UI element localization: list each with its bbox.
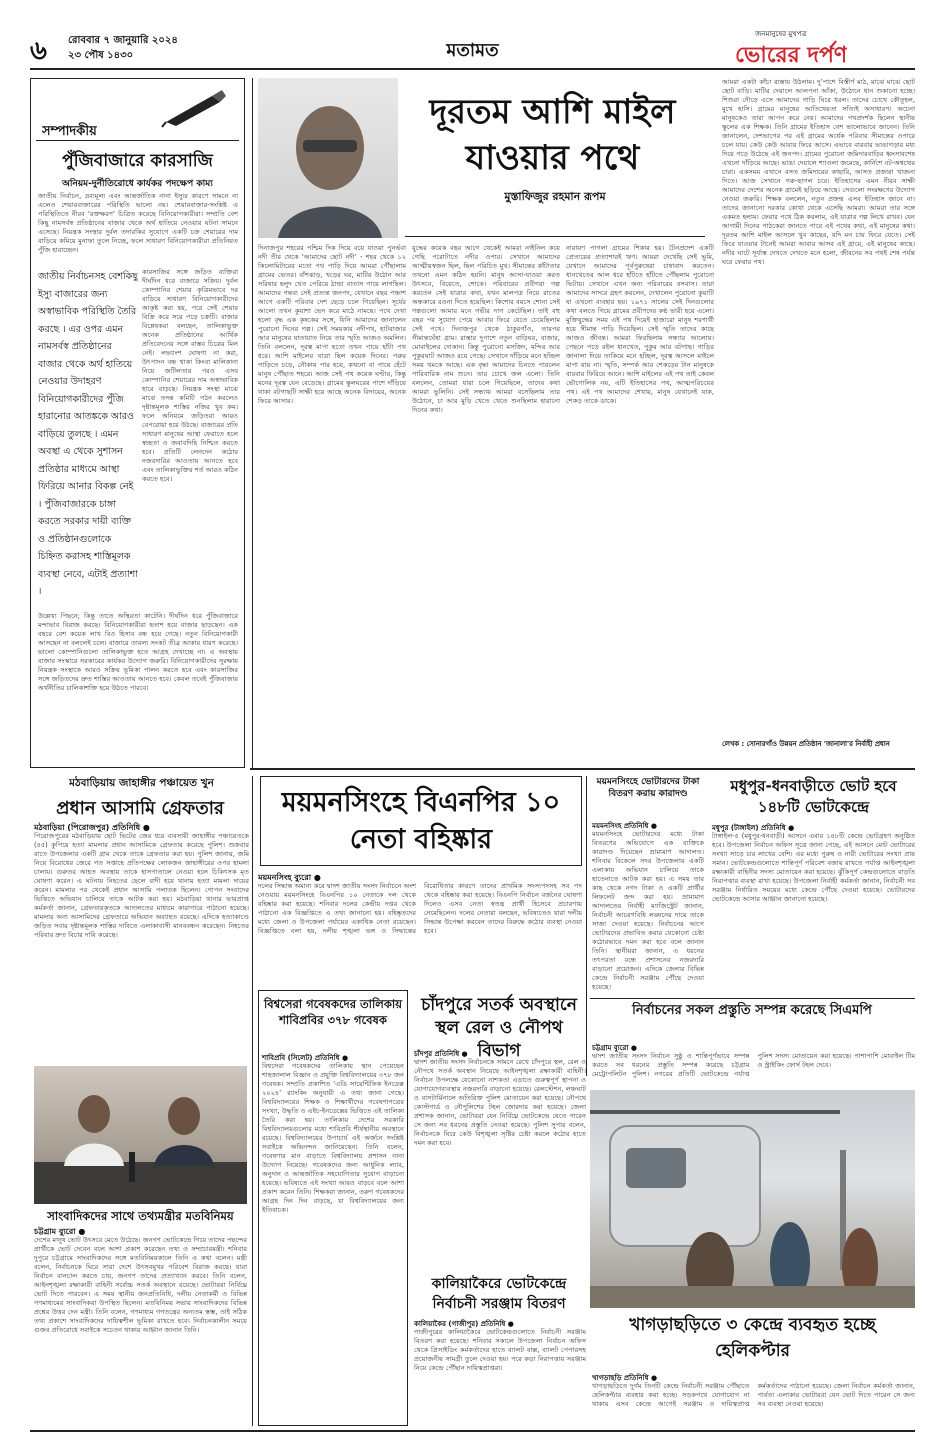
author-photo bbox=[258, 78, 398, 238]
opinion-col-2: যুদ্ধের কয়েক বছর আগে থেকেই আমরা নাইনিল কয়ে গেছি পরোটাতে নদীর ওপার। সেখানে আমাদের আত্মীয়স্বজন ছিল, ছিল পরিচিত মুখ। সীমান্তের কাঁটাতার তখনো এমন কঠিন হয়নি। মানুষ আসা-যাওয়া করত উৎসবে, বিয়েতে, শোকে। পরিবারের প্রবীণরা গল্প করতেন সেই যাত্রার কথা, যখন মালপত্র নিয়ে রাতের অন্ধকারে রওনা দিতে হয়েছিল। কিশোর বয়সে শোনা সেই গল্পগুলো আমার মনে গভীর দাগ কেটেছিল। তাই বহু বছর পর সুযোগ পেয়ে আবার ফিরে যেতে চেয়েছিলাম সেই পথে। দিনাজপুর থেকে ঠাকুরগাঁও, তারপর সীমান্তঘেঁষা গ্রাম। রাস্তার দুপাশে নতুন বাড়িঘর, বাজার, মোবাইলের দোকান। কিন্তু পুরোনো মসজিদ, মন্দির আর পুকুরঘাট আজও রয়ে গেছে। সেখানে দাঁড়িয়ে মনে হচ্ছিল সময় থমকে আছে। এক বৃদ্ধা আমাদের চিনতে পারলেন পারিবারিক নাম শুনে। তার চোখে জল এলো। তিনি বললেন, তোমরা যারা চলে গিয়েছিলে, তাদের কথা আমরা ভুলিনি। সেই সন্ধ্যায় আমরা বসেছিলাম তার উঠোনে, চা আর মুড়ি খেতে খেতে শুনছিলাম হারানো দিনের কথা। bbox=[412, 244, 560, 414]
chandpur-text: দ্বাদশ জাতীয় সংসদ নির্বাচনকে সামনে রেখে চাঁদপুরে স্থল, রেল ও নৌপথে সতর্ক অবস্থান নিয়েছে আইনশৃঙ্খলা রক্ষাকারী বাহিনী। নির্বাচন উপলক্ষে যেকোনো নাশকতা এড়াতে গুরুত্বপূর্ণ স্থাপনা ও যোগাযোগব্যবস্থায় নজরদারি বাড়ানো হয়েছে। রেলস্টেশন, লঞ্চঘাট ও বাসটার্মিনালে অতিরিক্ত পুলিশ মোতায়েন করা হয়েছে। নৌপথে কোস্টগার্ড ও নৌপুলিশের টহল জোরদার করা হয়েছে। জেলা প্রশাসক জানান, ভোটাররা যেন নির্বিঘ্নে ভোটকেন্দ্রে যেতে পারেন সে জন্য সব ধরনের প্রস্তুতি নেওয়া হয়েছে। পুলিশ সুপার বলেন, নির্বাচনকে ঘিরে কেউ বিশৃঙ্খলা সৃষ্টির চেষ্টা করলে কঠোর হাতে দমন করা হবে। bbox=[414, 1058, 586, 1147]
researchers-dateline: শাবিপ্রবি (সিলেট) প্রতিনিধি ● bbox=[262, 1054, 349, 1062]
bnp-title: ময়মনসিংহে বিএনপির ১০ নেতা বহিষ্কার bbox=[281, 787, 561, 855]
khagrachari-title: খাগড়াছড়িতে ৩ কেন্দ্রে ব্যবহৃত হচ্ছে হেলিকপ্টার bbox=[629, 1315, 876, 1361]
center-rule bbox=[586, 776, 587, 1076]
editorial-label: সম্পাদকীয় bbox=[42, 124, 97, 139]
opinion-col-1: দিনাজপুর শহরের পশ্চিম দিক দিয়ে বয়ে যাওয়া পুনর্ভবা নদী তীর থেকে ‘আমাদের ছোট নদী’ - শহর থেকে ১২ কিলোমিটারের মতো পথ পাড়ি দিয়ে আমরা পৌঁছালাম গ্রামের ভেতর। বাঁশঝাড়, খড়ের ঘর, মাটির উঠোন আর সরিষার হলুদ খেত পেরিয়ে ঠান্ডা বাতাস গায়ে লাগছিল। আমাদের গন্তব্য সেই প্রত্যন্ত জনপদ, যেখানে বছর পঞ্চাশ আগে একটি পরিবার দেশ ছেড়ে চলে গিয়েছিল। সূর্যের আলো তখন কুয়াশা ভেদ করে মাঠে নামছে। পথে দেখা হলো বৃদ্ধ এক কৃষকের সঙ্গে, যিনি আমাদের জানালেন পুরোনো দিনের গল্প। সেই সময়কার নদীপথ, হাটবাজার আর মানুষের যাতায়াত নিয়ে তার স্মৃতি আজও অমলিন। তিনি বললেন, দূরত্ব মাপা হতো তখন পায়ে হাঁটা পথ ধরে। আশি মাইলের যাত্রা ছিল কয়েক দিনের। গরুর গাড়িতে চড়ে, নৌকায় পার হয়ে, কখনো বা পায়ে হেঁটে মানুষ পৌঁছাত শহরে। আজ সেই পথ কয়েক ঘণ্টার, কিন্তু মনের দূরত্ব যেন বেড়েছে। গ্রামের স্কুলঘরের পাশে দাঁড়িয়ে থাকা বটগাছটি সাক্ষী হয়ে আছে অনেক বিদায়ের, অনেক ফিরে আসার। bbox=[258, 244, 406, 405]
mymensingh-arrest-title: ময়মনসিংহে ভোটারদের টাকা বিতরণ করায় কারাদণ্ড bbox=[596, 777, 700, 799]
opinion-title-line-1: দূরতম আশি মাইল bbox=[429, 92, 676, 132]
matbaria-dateline: মঠবাড়িয়া (পিরোজপুর) প্রতিনিধি ● bbox=[34, 823, 150, 832]
newspaper-logo: ভোরের দর্পণ bbox=[735, 43, 848, 68]
masthead-rule bbox=[30, 68, 915, 70]
kaliakoir-dateline: কালিয়াকৈর (গাজীপুর) প্রতিনিধি ● bbox=[414, 1320, 514, 1328]
logo-tagline: জনমানুষের মুখপত্র bbox=[755, 30, 807, 38]
cmp-title: নির্বাচনের সকল প্রস্তুতি সম্পন্ন করেছে সিএমপি bbox=[632, 1003, 872, 1018]
cmp-text: দ্বাদশ জাতীয় সংসদ নির্বাচন সুষ্ঠু ও শান্তিপূর্ণভাবে সম্পন্ন করতে সব ধরনের প্রস্তুতি সম্পন্ন করেছে চট্টগ্রাম মেট্রোপলিটন পুলিশ। নগরের প্রতিটি ভোটকেন্দ্রে পর্যাপ্ত পুলিশ সদস্য মোতায়েন করা হয়েছে। পাশাপাশি মোবাইল টিম ও স্ট্রাইকিং ফোর্স টহল দেবে। bbox=[592, 1052, 915, 1078]
editorial-text-side: কারসাজির সঙ্গে জড়িত ব্যক্তিরা দীর্ঘদিন ধরে বাজারে সক্রিয়। দুর্বল কোম্পানির শেয়ার কৃত্রিমভাবে দর বাড়িয়ে সাধারণ বিনিয়োগকারীদের আকৃষ্ট করা হয়, পরে সেই শেয়ার বিক্রি করে সরে পড়ে চক্রটি। বাজার বিশ্লেষকরা বলছেন, তালিকাভুক্ত অনেক প্রতিষ্ঠানের আর্থিক প্রতিবেদনের সঙ্গে বাস্তব চিত্রের মিল নেই। লভ্যাংশ ঘোষণা না করা, উৎপাদন বন্ধ থাকা কিংবা মালিকানা নিয়ে জটিলতার পরও এসব কোম্পানির শেয়ারের দাম অস্বাভাবিক হারে বাড়ছে। নিয়ন্ত্রক সংস্থা মাঝে মাঝে তদন্ত কমিটি গঠন করলেও দৃষ্টান্তমূলক শাস্তির নজির খুব কম। ফলে অনিয়মে জড়িতরা আরও বেপরোয়া হয়ে উঠছে। বাজারের প্রতি সাধারণ মানুষের আস্থা ফেরাতে হলে স্বচ্ছতা ও জবাবদিহি নিশ্চিত করতে হবে। প্রতিটি লেনদেন কঠোর নজরদারির আওতায় আনতে হবে এবং তালিকাভুক্তির শর্ত আরও কঠিন করতে হবে। bbox=[142, 268, 238, 483]
pen-icon bbox=[160, 88, 230, 128]
matbaria-title: প্রধান আসামি গ্রেফতার bbox=[56, 798, 224, 819]
opinion-bottom-rule bbox=[250, 768, 915, 770]
page-number: ৬ bbox=[30, 36, 47, 66]
editorial-subtitle: অনিয়ম-দুর্নীতিরোধে কার্যকর পদক্ষেপ কাম্য bbox=[62, 179, 213, 189]
madhupur-title: মধুপুর-ধনবাড়ীতে ভোট হবে ১৪৮টি ভোটকেন্দ্রে bbox=[730, 777, 897, 816]
mymensingh-arrest-dateline: ময়মনসিংহ প্রতিনিধি ● bbox=[592, 822, 657, 830]
researchers-title: বিশ্বসেরা গবেষকদের তালিকায় শাবিপ্রবির ৩৭৮ গবেষক bbox=[263, 997, 403, 1027]
footer-rule bbox=[30, 1430, 915, 1432]
madhupur-dateline: মধুপুর (টাঙ্গাইল) প্রতিনিধি ● bbox=[712, 824, 795, 832]
opinion-signoff: লেখক : সোনারগাঁও উন্নয়ন প্রতিষ্ঠান 'জানালা'র নির্বাহী প্রধান bbox=[722, 740, 890, 748]
minister-photo bbox=[34, 1066, 247, 1204]
opinion-author: মুস্তাফিজুর রহমান রূপম bbox=[504, 190, 606, 203]
minister-dateline: চট্টগ্রাম ব্যুরো ● bbox=[34, 1227, 86, 1236]
opinion-byline-rule bbox=[405, 236, 705, 237]
khagrachari-dateline: খাগড়াছড়ি প্রতিনিধি ● bbox=[592, 1374, 658, 1382]
cmp-dateline: চট্টগ্রাম ব্যুরো ● bbox=[592, 1044, 637, 1052]
editorial-label-rule bbox=[36, 140, 239, 141]
section-label: মতামত bbox=[446, 40, 499, 61]
opinion-left-rule bbox=[252, 78, 253, 768]
bnp-dateline: ময়মনসিংহ ব্যুরো ● bbox=[258, 873, 321, 882]
editorial-text-top: জাতীয় নির্বাচন, দ্রব্যমূল্য এবং আন্তর্জাতিক নানা ইস্যুর কারণে সামনে না এলেও শেয়ারবাজারের পরিস্থিতি ভালো নয়। শেয়ারবাজার-সংশ্লিষ্ট এ পরিস্থিতিতে নীরব ‘রক্তক্ষরণ’ চিত্রিত করেছে বিনিয়োগকারীরা। সম্প্রতি বেশ কিছু নামসর্বস্ব প্রতিষ্ঠানের বাজার থেকে অর্থ হাতিয়ে নেওয়ার ঘটনা সামনে এসেছে। নিয়ন্ত্রক সংস্থার দুর্বল তদারকির সুযোগে একটি চক্র শেয়ারের দাম বাড়িয়ে কমিয়ে মুনাফা তুলে নিচ্ছে, ফলে সাধারণ বিনিয়োগকারীরা প্রতিনিয়ত পুঁজি হারাচ্ছেন। bbox=[38, 192, 238, 254]
editorial-title: পুঁজিবাজারে কারসাজি bbox=[62, 151, 213, 171]
opinion-title-line-2: যাওয়ার পথে bbox=[465, 138, 640, 178]
kaliakoir-text: গাজীপুরের কালিয়াকৈরে ভোটকেন্দ্রগুলোতে নির্বাচনী সরঞ্জাম বিতরণ করা হয়েছে। শনিবার সকালে উপজেলা নির্বাচন অফিস থেকে প্রিসাইডিং কর্মকর্তাদের হাতে ব্যালট বাক্স, ব্যালট পেপারসহ প্রয়োজনীয় সামগ্রী তুলে দেওয়া হয়। পরে কড়া নিরাপত্তায় সরঞ্জাম নিয়ে কেন্দ্রে পৌঁছান দায়িত্বপ্রাপ্তরা। bbox=[414, 1328, 586, 1372]
minister-text: দেশের মানুষ ভোট উৎসবে মেতে উঠেছে। জনগণ ভোটকেন্দ্রে গিয়ে তাদের পছন্দের প্রার্থীকে ভোট দেবেন বলে আশা প্রকাশ করেছেন তথ্য ও সম্প্রচারমন্ত্রী। শনিবার দুপুরে চট্টগ্রামে সাংবাদিকদের সঙ্গে মতবিনিময়কালে তিনি এ কথা বলেন। মন্ত্রী বলেন, নির্বাচনকে ঘিরে সারা দেশে উৎসবমুখর পরিবেশ বিরাজ করছে। যারা নির্বাচন বানচাল করতে চায়, জনগণ তাদের প্রত্যাখ্যান করবে। তিনি বলেন, আইনশৃঙ্খলা রক্ষাকারী বাহিনী সর্বোচ্চ সতর্ক অবস্থানে রয়েছে। ভোটাররা নির্বিঘ্নে ভোট দিতে পারবেন। এ সময় স্থানীয় জনপ্রতিনিধি, দলীয় নেতাকর্মী ও বিভিন্ন গণমাধ্যমের সাংবাদিকরা উপস্থিত ছিলেন। মতবিনিময় সভায় সাংবাদিকদের বিভিন্ন প্রশ্নের উত্তর দেন মন্ত্রী। তিনি বলেন, গণমাধ্যম গণতন্ত্রের অন্যতম স্তম্ভ, তাই সঠিক তথ্য প্রকাশে সাংবাদিকদের দায়িত্বশীল ভূমিকা রাখতে হবে। নির্বাচনকালীন সময়ে গুজব প্রতিরোধে সবাইকে সচেতন থাকার আহ্বান জানান তিনি। bbox=[34, 1236, 247, 1334]
masthead bbox=[0, 0, 945, 70]
chandpur-title: চাঁদপুরে সতর্ক অবস্থানে স্থল রেল ও নৌপথ বিভাগ bbox=[421, 995, 577, 1061]
date-line-1: রোববার ৭ জানুয়ারি ২০২৪ bbox=[68, 35, 178, 46]
date-line-2: ২৩ পৌষ ১৪৩০ bbox=[68, 50, 134, 61]
helicopter-photo bbox=[590, 1090, 915, 1308]
madhupur-text: টাঙ্গাইল-৫ (মধুপুর-ধনবাড়ী) আসনে এবার ১৪৮টি কেন্দ্রে ভোটগ্রহণ অনুষ্ঠিত হবে। উপজেলা নির্বাচন অফিস সূত্রে জানা গেছে, এই আসনে মোট ভোটারের সংখ্যা সাড়ে চার লাখের বেশি। এর মধ্যে পুরুষ ও নারী ভোটারের সংখ্যা প্রায় সমান। ভোটকেন্দ্রগুলোতে শান্তিপূর্ণ পরিবেশ বজায় রাখতে পর্যাপ্ত আইনশৃঙ্খলা রক্ষাকারী বাহিনীর সদস্য মোতায়েন করা হয়েছে। ঝুঁকিপূর্ণ কেন্দ্রগুলোতে বাড়তি নিরাপত্তার ব্যবস্থা রাখা হয়েছে। উপজেলা নির্বাহী কর্মকর্তা জানান, নির্বাচনী সব সরঞ্জাম নির্ধারিত সময়ের মধ্যে কেন্দ্রে পৌঁছে দেওয়া হয়েছে। ভোটারদের ভোটকেন্দ্রে আসার আহ্বান জানানো হয়েছে। bbox=[712, 832, 915, 903]
researchers-text: বিশ্বসেরা গবেষকদের তালিকায় স্থান পেয়েছেন শাহজালাল বিজ্ঞান ও প্রযুক্তি বিশ্ববিদ্যালয়ের ৩৭৮ জন গবেষক। সম্প্রতি প্রকাশিত ‘এডি সায়েন্টিফিক ইনডেক্স ২০২৪’ র‍্যাংকিং অনুযায়ী এ তথ্য জানা গেছে। বিশ্ববিদ্যালয়ের শিক্ষক ও শিক্ষার্থীদের গবেষণাপত্রের সংখ্যা, উদ্ধৃতি ও এইচ-ইনডেক্সের ভিত্তিতে এই তালিকা তৈরি করা হয়। তালিকায় দেশের সরকারি বিশ্ববিদ্যালয়গুলোর মধ্যে শাবিপ্রবি শীর্ষস্থানীয় অবস্থানে রয়েছে। বিশ্ববিদ্যালয়ের উপাচার্য এই অর্জনে সংশ্লিষ্ট সবাইকে অভিনন্দন জানিয়েছেন। তিনি বলেন, গবেষণার মান বাড়াতে বিশ্ববিদ্যালয় প্রশাসন নানা উদ্যোগ নিয়েছে। গবেষকদের জন্য আধুনিক ল্যাব, অনুদান ও আন্তর্জাতিক সহযোগিতার সুযোগ বাড়ানো হয়েছে। ভবিষ্যতে এই সংখ্যা আরও বাড়বে বলে আশা প্রকাশ করেন তিনি। শিক্ষকরা জানান, তরুণ গবেষকদের আগ্রহ দিন দিন বাড়ছে, যা বিশ্ববিদ্যালয়ের জন্য ইতিবাচক। bbox=[262, 1062, 404, 1214]
opinion-col-4: আমরা একটা কাঁচা রাস্তায় উঠলাম। দু’পাশে বিস্তীর্ণ মাঠ, মাঝে মাঝে ছোট ছোট বাড়ি। মাটির দেয়ালে আলপনা আঁকা, উঠোনে ধান শুকানো হচ্ছে। শিশুরা দৌড়ে এসে আমাদের গাড়ি ঘিরে ধরল। তাদের চোখে কৌতূহল, মুখে হাসি। গ্রামের মানুষের আতিথেয়তা সত্যিই অসাধারণ। অচেনা মানুষকেও তারা আপন করে নেয়। আমাদের পথপ্রদর্শক ছিলেন স্থানীয় স্কুলের এক শিক্ষক। তিনি গ্রামের ইতিহাস বেশ ভালোভাবে জানেন। তিনি জানালেন, দেশভাগের পর এই গ্রামের অর্ধেক পরিবার সীমান্তের ওপারে চলে যায়। কেউ কেউ আবার ফিরে আসে। এভাবে বারবার ভাঙাগড়ার মধ্য দিয়ে গড়ে উঠেছে এই জনপদ। গ্রামের পুরোনো জমিদারবাড়ির ধ্বংসাবশেষ এখনো দাঁড়িয়ে আছে। ভাঙা দেয়ালে শ্যাওলা জমেছে, কার্নিশে বট-অশ্বত্থের চারা। একসময় এখানে বসত জমিদারের কাছারি, আসত প্রজারা খাজনা দিতে। আজ সেখানে গরু-ছাগল চরে। ইতিহাসের এমন নীরব সাক্ষী আমাদের দেশের অনেক গ্রামেই ছড়িয়ে আছে। সেগুলো সংরক্ষণের উদ্যোগ নেওয়া জরুরি। শিক্ষক বললেন, নতুন প্রজন্ম এসব ইতিহাস জানে না। তাদের জানানো দরকার কোথা থেকে এসেছি আমরা। আমরা তার সঙ্গে একমত হলাম। ফেরার পথে ঠিক করলাম, এই যাত্রার গল্প লিখে রাখব। যেন আগামী দিনের পাঠকেরা জানতে পারে এই পথের কথা, এই মানুষের কথা। দূরতম আশি মাইল আসলে খুব কাছের, যদি মন চায় ফিরে যেতে। সেই ফিরে যাওয়ার টানেই আমরা আবার আসব এই গ্রামে, এই মানুষের কাছে। নদীর ঘাটে সূর্যাস্ত দেখতে দেখতে মনে হলো, জীবনের সব পথই শেষ পর্যন্ত ঘরে ফেরার পথ। bbox=[722, 78, 915, 266]
opinion-col-3: নারায়ণ পাগলা গ্রামের শিকার হয়। টৈনপ্রদেশ একটি প্রেত্যয়ের প্রত্যাশারই ঋণ। আমরা দেখেছি সেই ভূমি, যেখানে আমাদের পূর্বপুরুষেরা চাষাবাদ করতেন। ধানখেতের আল ধরে হাঁটতে হাঁটতে পৌঁছলাম পুরোনো ভিটায়। সেখানে এখন অন্য পরিবারের বসবাস। তারা আমাদের সাদরে গ্রহণ করলেন, দেখালেন পুরোনো কুয়াটি যা এখনো ব্যবহার হয়। ১৯৭১ সালের সেই দিনগুলোর কথা বলতে গিয়ে গ্রামের প্রবীণদের কণ্ঠ ভারী হয়ে এলো। মুক্তিযুদ্ধের সময় এই পথ দিয়েই হাজারো মানুষ শরণার্থী হয়ে সীমান্ত পাড়ি দিয়েছিল। সেই স্মৃতি তাদের কাছে আজও জীবন্ত। আমরা ফিরছিলাম সন্ধ্যার আলোয়। পেছনে পড়ে রইল ধানখেত, পুকুর আর বটগাছ। গাড়ির জানালা দিয়ে তাকিয়ে মনে হচ্ছিল, দূরত্ব আসলে মাইলে মাপা যায় না। স্মৃতি, সম্পর্ক আর শেকড়ের টান মানুষকে বারবার ফিরিয়ে আনে। আশি মাইলের এই পথ তাই কেবল ভৌগোলিক নয়, এটি ইতিহাসের পথ, আত্মপরিচয়ের পথ। এই পথ আমাদের শেখায়, মানুষ যেখানেই যাক, শেকড় তাকে ডাকে। bbox=[566, 244, 714, 405]
chandpur-dateline: চাঁদপুর প্রতিনিধি ● bbox=[414, 1050, 468, 1058]
kaliakoir-title: কালিয়াকৈরে ভোটকেন্দ্রে নির্বাচনী সরঞ্জাম বিতরণ bbox=[431, 1276, 567, 1312]
left-column-rule bbox=[252, 776, 253, 1426]
matbaria-kicker: মঠবাড়িয়ায় জাহাঙ্গীর পঞ্চায়েত খুন bbox=[69, 777, 214, 789]
cmp-top-rule bbox=[590, 998, 915, 999]
minister-photo-caption: সাংবাদিকদের সাথে তথ্যমন্ত্রীর মতবিনিময় bbox=[47, 1209, 234, 1223]
bnp-text: দলের সিদ্ধান্ত অমান্য করে দ্বাদশ জাতীয় সংসদ নির্বাচনে অংশ নেওয়ায় ময়মনসিংহে বিএনপির ১০ নেতাকে দল থেকে বহিষ্কার করা হয়েছে। শনিবার দলের কেন্দ্রীয় দপ্তর থেকে পাঠানো এক বিজ্ঞপ্তিতে এ তথ্য জানানো হয়। বহিষ্কৃতদের মধ্যে জেলা ও উপজেলা পর্যায়ের একাধিক নেতা রয়েছেন। বিজ্ঞপ্তিতে বলা হয়, দলীয় শৃঙ্খলা ভঙ্গ ও সিদ্ধান্তের বিরোধিতার কারণে তাদের প্রাথমিক সদস্যপদসহ সব পদ থেকে বহিষ্কার করা হয়েছে। বিএনপি নির্বাচন বর্জনের ঘোষণা দিলেও এসব নেতা স্বতন্ত্র প্রার্থী হিসেবে প্রচারণায় নেমেছিলেন। দলের নেতারা বলছেন, ভবিষ্যতেও যারা দলীয় সিদ্ধান্ত উপেক্ষা করবেন তাদের বিরুদ্ধে কঠোর ব্যবস্থা নেওয়া হবে। bbox=[258, 882, 582, 935]
mymensingh-arrest-text: ময়মনসিংহে ভোটারদের মধ্যে টাকা বিতরণের অভিযোগে এক ব্যক্তিকে কারাদণ্ড দিয়েছেন ভ্রাম্যমাণ আদালত। শনিবার বিকেলে সদর উপজেলার একটি এলাকায় অভিযান চালিয়ে তাকে হাতেনাতে আটক করা হয়। এ সময় তার কাছ থেকে নগদ টাকা ও একটি প্রার্থীর লিফলেট জব্দ করা হয়। ভ্রাম্যমাণ আদালতের নির্বাহী ম্যাজিস্ট্রেট জানান, নির্বাচনী আচরণবিধি লঙ্ঘনের দায়ে তাকে সাজা দেওয়া হয়েছে। নির্বাচনের আগে ভোটারদের প্রভাবিত করার যেকোনো চেষ্টা কঠোরভাবে দমন করা হবে বলে জানান তিনি। স্থানীয়রা জানান, এ ধরনের তৎপরতা বন্ধে প্রশাসনের নজরদারি বাড়ানো প্রয়োজন। এদিকে জেলার বিভিন্ন কেন্দ্রে নির্বাচনী সরঞ্জাম পৌঁছে দেওয়া হয়েছে। bbox=[592, 830, 704, 991]
editorial-pull-quote: জাতীয় নির্বাচনসহ বেশকিছু ইস্যু বাজারের জন্য অস্বাভাবিক পরিস্থিতি তৈরি করছে । এর ওপর এমন নামসর্বস্ব প্রতিষ্ঠানের বাজার থেকে অর্থ হাতিয়ে নেওয়ার উদাহরণ বিনিয়োগকারীদের পুঁজি হারানোর আতঙ্ককে আরও বাড়িয়ে তুলছে । এমন অবস্থা এ থেকে সুশাসন প্রতিষ্ঠার মাধ্যমে আস্থা ফিরিয়ে আনার বিকল্প নেই । পুঁজিবাজারকে চাঙ্গা করতে সরকার দায়ী ব্যক্তি ও প্রতিষ্ঠানগুলোকে চিহ্নিত করাসহ শাস্তিমূলক ব্যবস্থা নেবে, এটাই প্রত্যাশা । bbox=[38, 271, 138, 597]
editorial-text-bottom: উল্লেখ্য পিছনে; কিন্তু তাতে অস্থিরতা কাটেনি। দীর্ঘদিন ধরে পুঁজিবাজারে মন্দাভাব বিরাজ করছে। বিনিয়োগকারীরা হতাশ হয়ে বাজার ছাড়ছেন। এক বছরে বেশ কয়েক লাখ বিও হিসাব বন্ধ হয়ে গেছে। নতুন বিনিয়োগকারী আসছেন না বললেই চলে। বাজারে তারল্য সংকট তীব্র আকার ধারণ করেছে। ভালো কোম্পানিগুলো তালিকাভুক্ত হতে আগ্রহ দেখাচ্ছে না। এ অবস্থায় বাজার সংস্কারে সরকারের কার্যকর উদ্যোগ জরুরি। বিনিয়োগকারীদের সুরক্ষায় নিয়ন্ত্রক সংস্থাকে আরও সক্রিয় ভূমিকা পালন করতে হবে এবং কারসাজির সঙ্গে জড়িতদের দ্রুত শাস্তির আওতায় আনতে হবে। কেবল তবেই পুঁজিবাজার অর্থনীতির চালিকাশক্তি হয়ে উঠতে পারবে। bbox=[38, 612, 238, 692]
khagrachari-text: খাগড়াছড়িতে দুর্গম তিনটি কেন্দ্রে নির্বাচনী সরঞ্জাম পৌঁছাতে হেলিকপ্টার ব্যবহার করা হচ্ছে। সড়কপথে যোগাযোগ না থাকায় এসব কেন্দ্রে আগেই সরঞ্জাম ও দায়িত্বপ্রাপ্ত কর্মকর্তাদের পাঠানো হয়েছে। জেলা নির্বাচন কর্মকর্তা জানান, পার্বত্য এলাকার ভোটাররা যেন ভোট দিতে পারেন সে জন্য সব ব্যবস্থা নেওয়া হয়েছে। bbox=[592, 1382, 915, 1408]
matbaria-text: পিরোজপুরের মঠবাড়িয়ায় ছোট ভিটের জের ধরে ব্যবসায়ী জাহাঙ্গীর পঞ্চায়েতকে (৫৫) কুপিয়ে হত্যা মামলার প্রধান আসামিকে গ্রেফতার করেছে পুলিশ। শুক্রবার রাতে উপজেলার একটি গ্রাম থেকে তাকে গ্রেফতার করা হয়। পুলিশ জানায়, জমি নিয়ে বিরোধের জেরে গত সপ্তাহে প্রতিপক্ষের লোকজন জাহাঙ্গীরের ওপর হামলা চালায়। গুরুতর আহত অবস্থায় তাকে হাসপাতালে নেওয়া হলে চিকিৎসক মৃত ঘোষণা করেন। এ ঘটনায় নিহতের ছেলে বাদী হয়ে থানায় হত্যা মামলা দায়ের করেন। মামলার পর থেকেই প্রধান আসামি পলাতক ছিলেন। গোপন সংবাদের ভিত্তিতে অভিযান চালিয়ে তাকে আটক করা হয়। মঠবাড়িয়া থানার ভারপ্রাপ্ত কর্মকর্তা জানান, গ্রেফতারকৃতকে আদালতের মাধ্যমে কারাগারে পাঠানো হয়েছে। মামলার অন্য আসামিদের গ্রেফতারে অভিযান অব্যাহত রয়েছে। এদিকে হত্যাকাণ্ডে জড়িত সবার দৃষ্টান্তমূলক শাস্তির দাবিতে এলাকাবাসী মানববন্ধন করেছেন। নিহতের পরিবার দ্রুত বিচার দাবি করেছে। bbox=[34, 832, 249, 939]
